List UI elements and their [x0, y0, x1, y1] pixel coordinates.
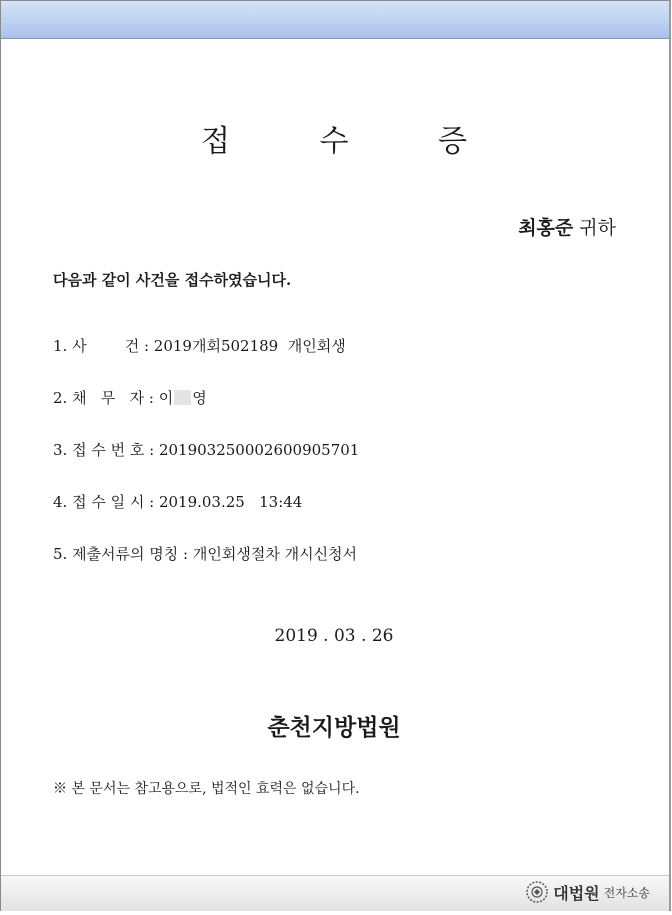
supreme-court-logo [525, 880, 650, 904]
debtor-name-prefix: 이 [158, 389, 174, 407]
item-debtor [53, 387, 207, 408]
item-value: 2019.03.25 13:44 [158, 493, 303, 511]
logo-main-text: 대법원 [553, 883, 600, 903]
debtor-name-suffix: 영 [192, 389, 207, 407]
addressee-suffix: 귀하 [573, 217, 616, 239]
issue-date: 2019 . 03 . 26 [274, 626, 394, 646]
item-value: 2019개회502189 개인회생 [153, 337, 346, 355]
item-label: 3. 접 수 번 호 : [53, 441, 159, 459]
item-value: 20190325000260090570​1 [158, 441, 360, 459]
item-case [53, 335, 346, 356]
logo-sub-text: 전자소송 [603, 885, 650, 900]
addressee [518, 213, 616, 240]
item-label: 5. 제출서류의 명칭 : [53, 545, 193, 563]
court-seal-icon [525, 880, 549, 904]
item-receipt-number [53, 439, 359, 460]
item-label: 4. 접 수 일 시 : [53, 493, 159, 511]
item-document-name [53, 543, 357, 564]
redaction-mask [174, 390, 191, 405]
item-label: 1. 사 건 : [53, 337, 154, 355]
item-value: 개인회생절차 개시신청서 [192, 545, 358, 563]
intro-text: 다음과 같이 사건을 접수하였습니다. [53, 271, 292, 289]
header-bar [1, 1, 669, 39]
disclaimer-note: ※ 본 문서는 참고용으로, 법적인 효력은 없습니다. [53, 781, 360, 797]
document-title: 접 수 증 [200, 124, 507, 159]
item-label: 2. 채 무 자 : [53, 389, 159, 407]
court-name: 춘천지방법원 [267, 714, 401, 741]
addressee-name: 최홍준 [518, 217, 574, 239]
item-receipt-datetime [53, 491, 302, 512]
